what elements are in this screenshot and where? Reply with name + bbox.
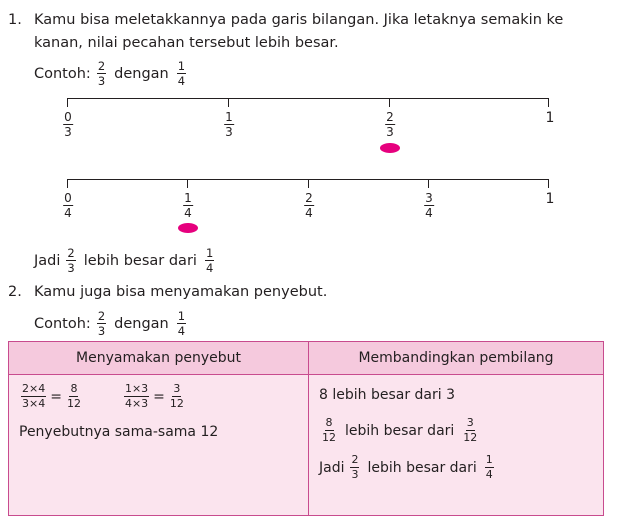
label-0-3-den: 3 [64, 125, 72, 139]
line3-mid: lebih besar dari [367, 459, 477, 476]
conclusion1-mid: lebih besar dari [83, 252, 197, 269]
eq2-rhs [169, 383, 185, 410]
label-2-4-num: 2 [305, 191, 313, 205]
label-2-4 [302, 192, 316, 219]
equations-line [19, 383, 298, 410]
example2-fraction-b [177, 310, 186, 337]
eq1-rhs [66, 383, 82, 410]
item-number-2: 2. [8, 284, 22, 300]
example1-mid: dengan [114, 65, 169, 82]
example1-fraction-a [97, 60, 106, 87]
example2 [34, 310, 188, 337]
label-2-3 [383, 111, 397, 138]
line2-a-den: 12 [322, 431, 336, 444]
table-header-row [9, 342, 604, 375]
label-0-3-num: 0 [64, 110, 72, 124]
eq1-lhs-den: 3×4 [22, 397, 46, 410]
tick-1-whole-q [548, 179, 549, 188]
tick-3-4 [428, 179, 429, 188]
label-1-4 [181, 192, 195, 219]
tick-2-4 [308, 179, 309, 188]
line2-a-num: 8 [325, 416, 333, 429]
table-body-row [9, 375, 604, 516]
eq1-lhs [21, 383, 46, 410]
eq1-lhs-num: 2×4 [22, 382, 46, 395]
example2-b-den: 4 [177, 324, 186, 338]
example2-a-num: 2 [97, 309, 106, 323]
conclusion1-a-num: 2 [67, 246, 75, 260]
example1-a-denominator: 3 [97, 74, 106, 88]
eq1-equals: = [50, 388, 62, 405]
label-3-4-num: 3 [425, 191, 433, 205]
cell-left [9, 375, 309, 516]
tick-0-3 [67, 98, 68, 107]
line3-b-num: 1 [485, 453, 493, 466]
conclusion1-prefix: Jadi [34, 252, 61, 269]
label-2-3-den: 3 [386, 125, 394, 139]
line3-prefix: Jadi [319, 459, 345, 476]
line3-fraction-b [485, 454, 494, 481]
eq2-rhs-num: 3 [173, 382, 181, 395]
eq2-lhs [124, 383, 149, 410]
eq2-lhs-den: 4×3 [124, 397, 149, 410]
denominator-note: Penyebutnya sama-sama 12 [19, 424, 219, 440]
tick-0-4 [67, 179, 68, 188]
marker-dot-2-3 [380, 143, 400, 153]
eq1-rhs-num: 8 [70, 382, 78, 395]
conclusion1-fraction-a [66, 247, 75, 274]
conclusion1 [34, 247, 216, 274]
line2-b-num: 3 [466, 416, 474, 429]
tick-1-4 [187, 179, 188, 188]
line2-mid: lebih besar dari [345, 422, 455, 439]
label-1-3-den: 3 [225, 125, 233, 139]
label-0-4-num: 0 [64, 191, 72, 205]
example2-a-den: 3 [97, 324, 106, 338]
conclusion1-a-den: 3 [67, 261, 75, 275]
label-2-4-den: 4 [305, 206, 313, 220]
conclusion1-b-num: 1 [205, 246, 214, 260]
example1-a-numerator: 2 [97, 59, 106, 73]
header-left: Menyamakan penyebut [9, 342, 309, 375]
compare-line3 [319, 454, 593, 481]
label-1-whole: 1 [545, 110, 555, 126]
tick-1-3 [228, 98, 229, 107]
eq2-equals: = [153, 388, 165, 405]
marker-dot-1-4 [178, 223, 198, 233]
label-0-4 [61, 192, 75, 219]
label-1-whole-q: 1 [545, 191, 555, 207]
line3-a-den: 3 [351, 468, 359, 481]
eq2-lhs-num: 1×3 [124, 382, 149, 395]
line3-fraction-a [350, 454, 359, 481]
label-0-4-den: 4 [64, 206, 72, 220]
example1 [34, 60, 188, 87]
item1-text-line1: Kamu bisa meletakkannya pada garis bilangan. Jika letaknya semakin ke [34, 12, 564, 28]
label-1-3-num: 1 [225, 110, 233, 124]
number-line-thirds-axis [67, 98, 549, 99]
compare-line2 [319, 417, 593, 444]
label-1-4-den: 4 [184, 206, 192, 220]
line3-a-num: 2 [351, 453, 359, 466]
tick-1-whole [548, 98, 549, 107]
item2-text-line1: Kamu juga bisa menyamakan penyebut. [34, 284, 328, 300]
label-1-4-num: 1 [184, 191, 192, 205]
example2-mid: dengan [114, 315, 169, 332]
eq2-rhs-den: 12 [169, 397, 184, 410]
item1-text-line2: kanan, nilai pecahan tersebut lebih besar. [34, 35, 339, 51]
line2-fraction-b [462, 417, 478, 444]
line3-b-den: 4 [485, 468, 493, 481]
eq1-rhs-den: 12 [66, 397, 81, 410]
header-right: Membandingkan pembilang [309, 342, 604, 375]
label-3-4 [422, 192, 436, 219]
label-0-3 [61, 111, 75, 138]
example1-prefix: Contoh: [34, 65, 91, 82]
tick-2-3 [389, 98, 390, 107]
comparison-table [8, 341, 604, 516]
item-number-1: 1. [8, 12, 22, 28]
conclusion1-fraction-b [205, 247, 214, 274]
label-3-4-den: 4 [425, 206, 433, 220]
label-1-3 [222, 111, 236, 138]
cell-right [309, 375, 604, 516]
label-2-3-num: 2 [386, 110, 394, 124]
example2-prefix: Contoh: [34, 315, 91, 332]
conclusion1-b-den: 4 [205, 261, 214, 275]
example1-b-numerator: 1 [177, 59, 186, 73]
example2-fraction-a [97, 310, 106, 337]
line2-b-den: 12 [463, 431, 478, 444]
example1-fraction-b [177, 60, 186, 87]
example2-b-num: 1 [177, 309, 186, 323]
compare-line1: 8 lebih besar dari 3 [319, 387, 456, 403]
line2-fraction-a [321, 417, 337, 444]
example1-b-denominator: 4 [177, 74, 186, 88]
